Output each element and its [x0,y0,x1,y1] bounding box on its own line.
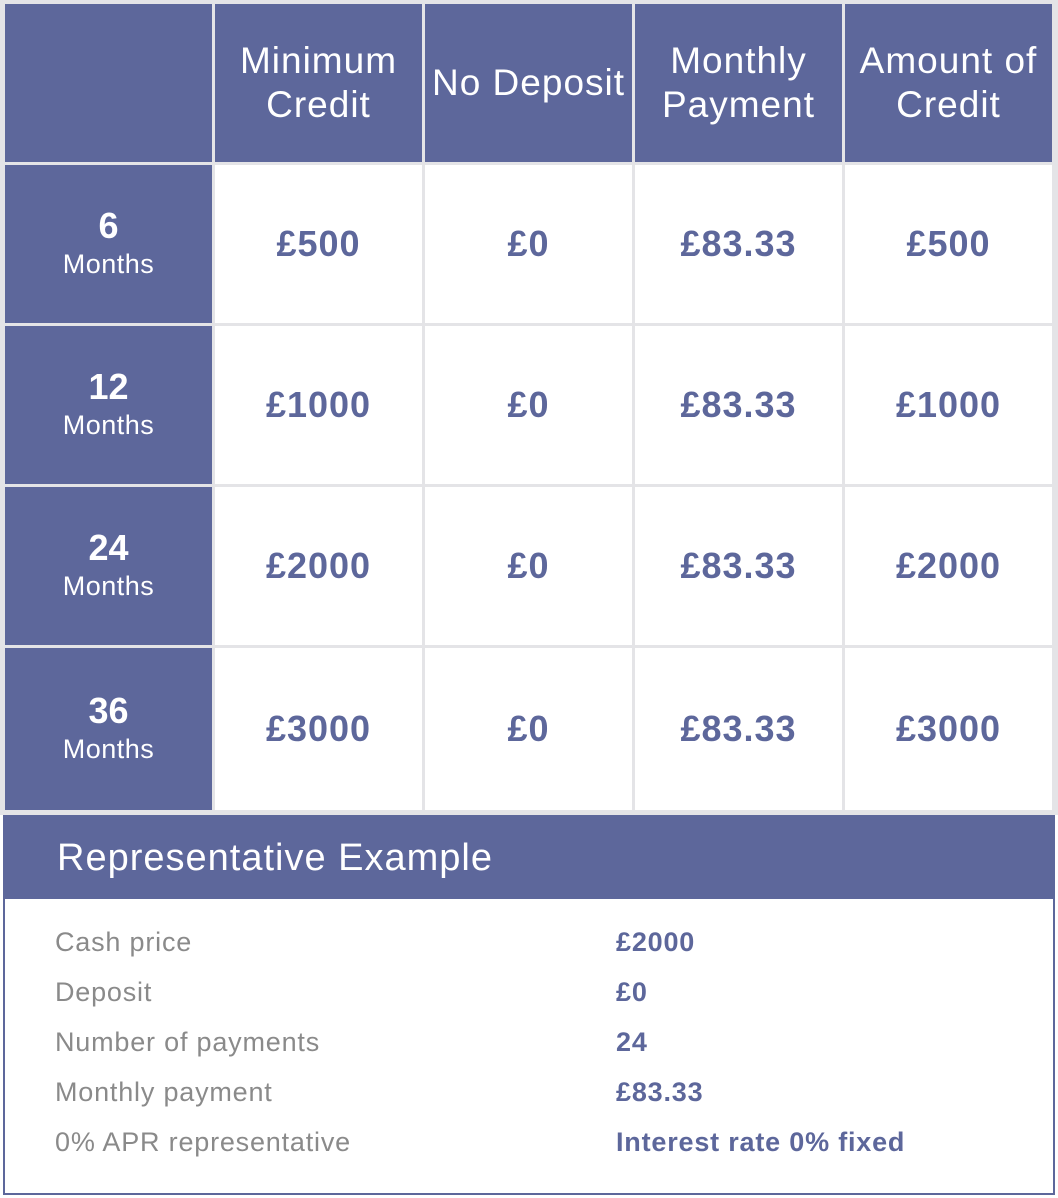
term-number: 6 [98,205,119,246]
example-row-number-of-payments [5,1017,1053,1067]
term-number: 12 [88,366,129,407]
cell-no-deposit: £0 [425,165,632,323]
example-row-deposit [5,967,1053,1017]
cell-amount-of-credit: £2000 [845,487,1052,645]
example-label: Monthly payment [55,1077,273,1107]
example-label: 0% APR representative [55,1127,351,1157]
row-header-36-months [5,648,212,810]
cell-monthly-payment: £83.33 [635,165,842,323]
example-row-apr-representative [5,1117,1053,1167]
example-row-cash-price [5,917,1053,967]
cell-minimum-credit: £500 [215,165,422,323]
example-label: Cash price [55,927,193,957]
column-header-no-deposit: No Deposit [425,4,632,162]
example-value: Interest rate 0% fixed [616,1127,906,1157]
example-value: 24 [616,1027,648,1057]
cell-monthly-payment: £83.33 [635,326,842,484]
cell-no-deposit: £0 [425,648,632,810]
row-header-6-months [5,165,212,323]
column-header-minimum-credit: Minimum Credit [215,4,422,162]
cell-amount-of-credit: £3000 [845,648,1052,810]
column-header-amount-of-credit: Amount of Credit [845,4,1052,162]
cell-minimum-credit: £2000 [215,487,422,645]
representative-example-title: Representative Example [5,817,1053,899]
example-label: Deposit [55,977,153,1007]
cell-minimum-credit: £1000 [215,326,422,484]
row-header-24-months [5,487,212,645]
cell-monthly-payment: £83.33 [635,648,842,810]
column-header-monthly-payment: Monthly Payment [635,4,842,162]
term-number: 36 [88,690,129,731]
row-header-12-months [5,326,212,484]
table-corner-cell [5,4,212,162]
cell-amount-of-credit: £500 [845,165,1052,323]
example-value: £83.33 [616,1077,704,1107]
cell-amount-of-credit: £1000 [845,326,1052,484]
term-unit: Months [62,571,155,601]
example-value: £2000 [616,927,696,957]
example-row-monthly-payment [5,1067,1053,1117]
cell-minimum-credit: £3000 [215,648,422,810]
cell-no-deposit: £0 [425,487,632,645]
term-unit: Months [62,410,155,440]
term-unit: Months [62,734,155,764]
example-label: Number of payments [55,1027,321,1057]
cell-monthly-payment: £83.33 [635,487,842,645]
representative-example-panel [3,815,1055,1195]
term-number: 24 [88,527,129,568]
term-unit: Months [62,249,155,279]
cell-no-deposit: £0 [425,326,632,484]
example-value: £0 [616,977,648,1007]
